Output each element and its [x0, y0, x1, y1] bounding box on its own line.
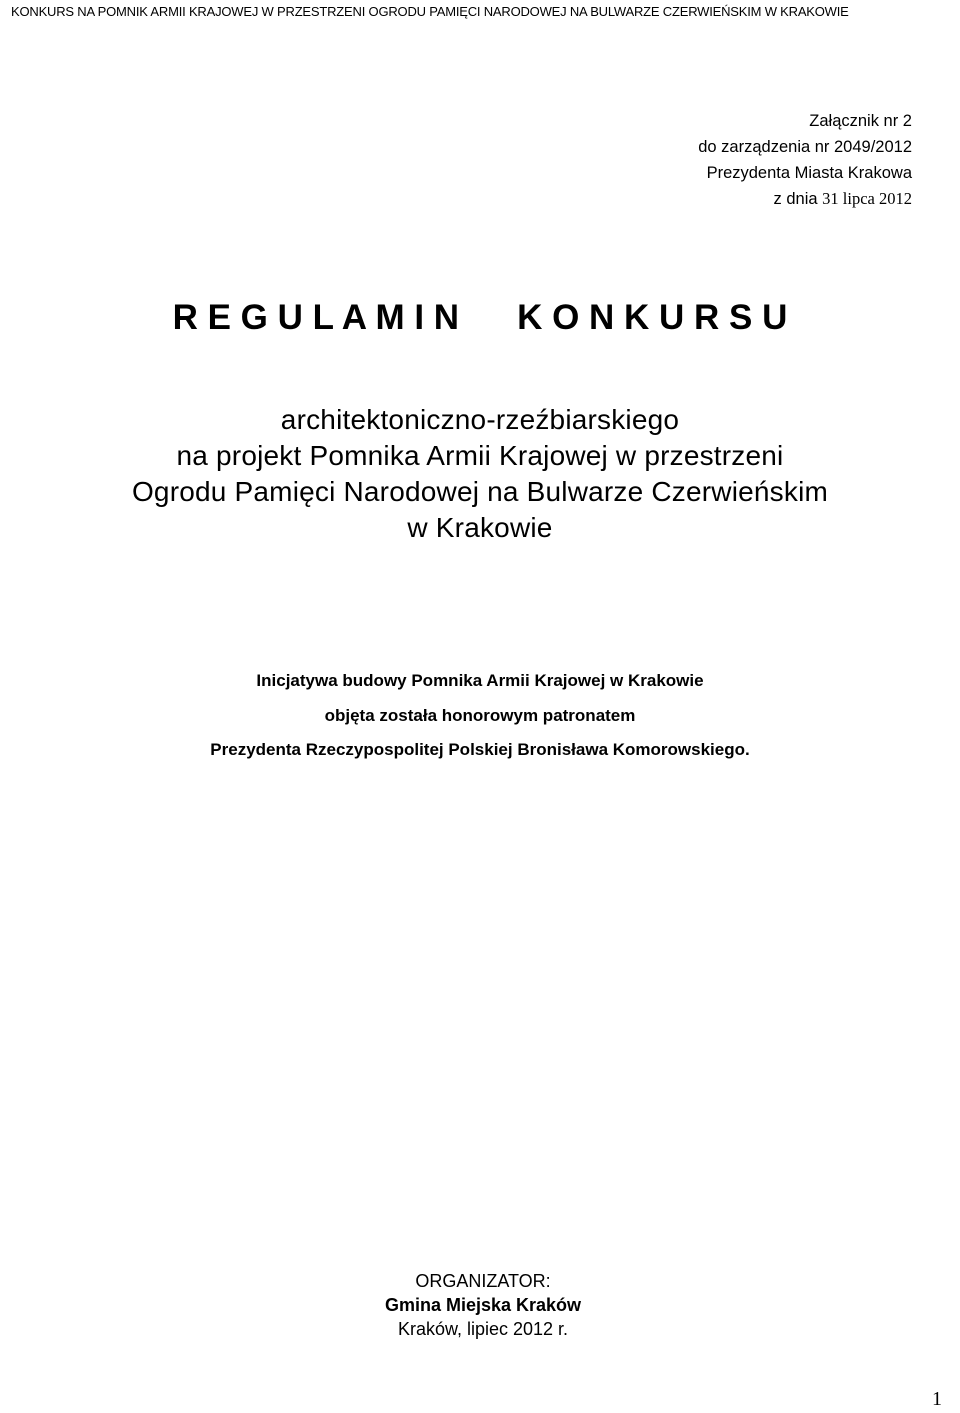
title-regulamin: R E G U L A M I N — [172, 298, 460, 337]
attachment-date: 31 lipca 2012 — [822, 189, 912, 208]
running-header: KONKURS NA POMNIK ARMII KRAJOWEJ W PRZESTRZENI OGRODU PAMIĘCI NARODOWEJ NA BULWARZE CZERWIEŃSKIM W KRAKOWIE — [11, 4, 849, 19]
attachment-number: Załącznik nr 2 — [809, 112, 912, 130]
patronage-line: objęta została honorowym patronatem — [324, 705, 636, 725]
document-subtitle — [0, 402, 960, 546]
subtitle-line: w Krakowie — [407, 512, 553, 543]
patronage-line: Inicjatywa budowy Pomnika Armii Krajowej w Krakowie — [256, 671, 704, 690]
page-number: 1 — [932, 1388, 942, 1410]
subtitle-line: architektoniczno-rzeźbiarskiego — [280, 404, 680, 435]
attachment-issuer: Prezydenta Miasta Krakowa — [706, 164, 912, 182]
title-konkursu: K O N K U R S U — [517, 298, 788, 337]
organizer-block — [0, 1269, 960, 1341]
subtitle-line: na projekt Pomnika Armii Krajowej w przestrzeni — [176, 440, 784, 471]
attachment-date-line — [698, 186, 912, 212]
patronage-statement — [0, 664, 960, 768]
subtitle-line: Ogrodu Pamięci Narodowej na Bulwarze Czerwieńskim — [131, 476, 829, 507]
organizer-place-date: Kraków, lipiec 2012 r. — [397, 1319, 569, 1339]
organizer-name: Gmina Miejska Kraków — [384, 1295, 582, 1315]
attachment-note — [698, 108, 912, 212]
organizer-label: ORGANIZATOR: — [415, 1271, 551, 1291]
attachment-date-prefix: z dnia — [773, 190, 823, 208]
attachment-ordinance: do zarządzenia nr 2049/2012 — [698, 138, 912, 156]
patronage-line: Prezydenta Rzeczypospolitej Polskiej Bronisława Komorowskiego. — [210, 740, 750, 759]
document-title — [0, 296, 960, 340]
